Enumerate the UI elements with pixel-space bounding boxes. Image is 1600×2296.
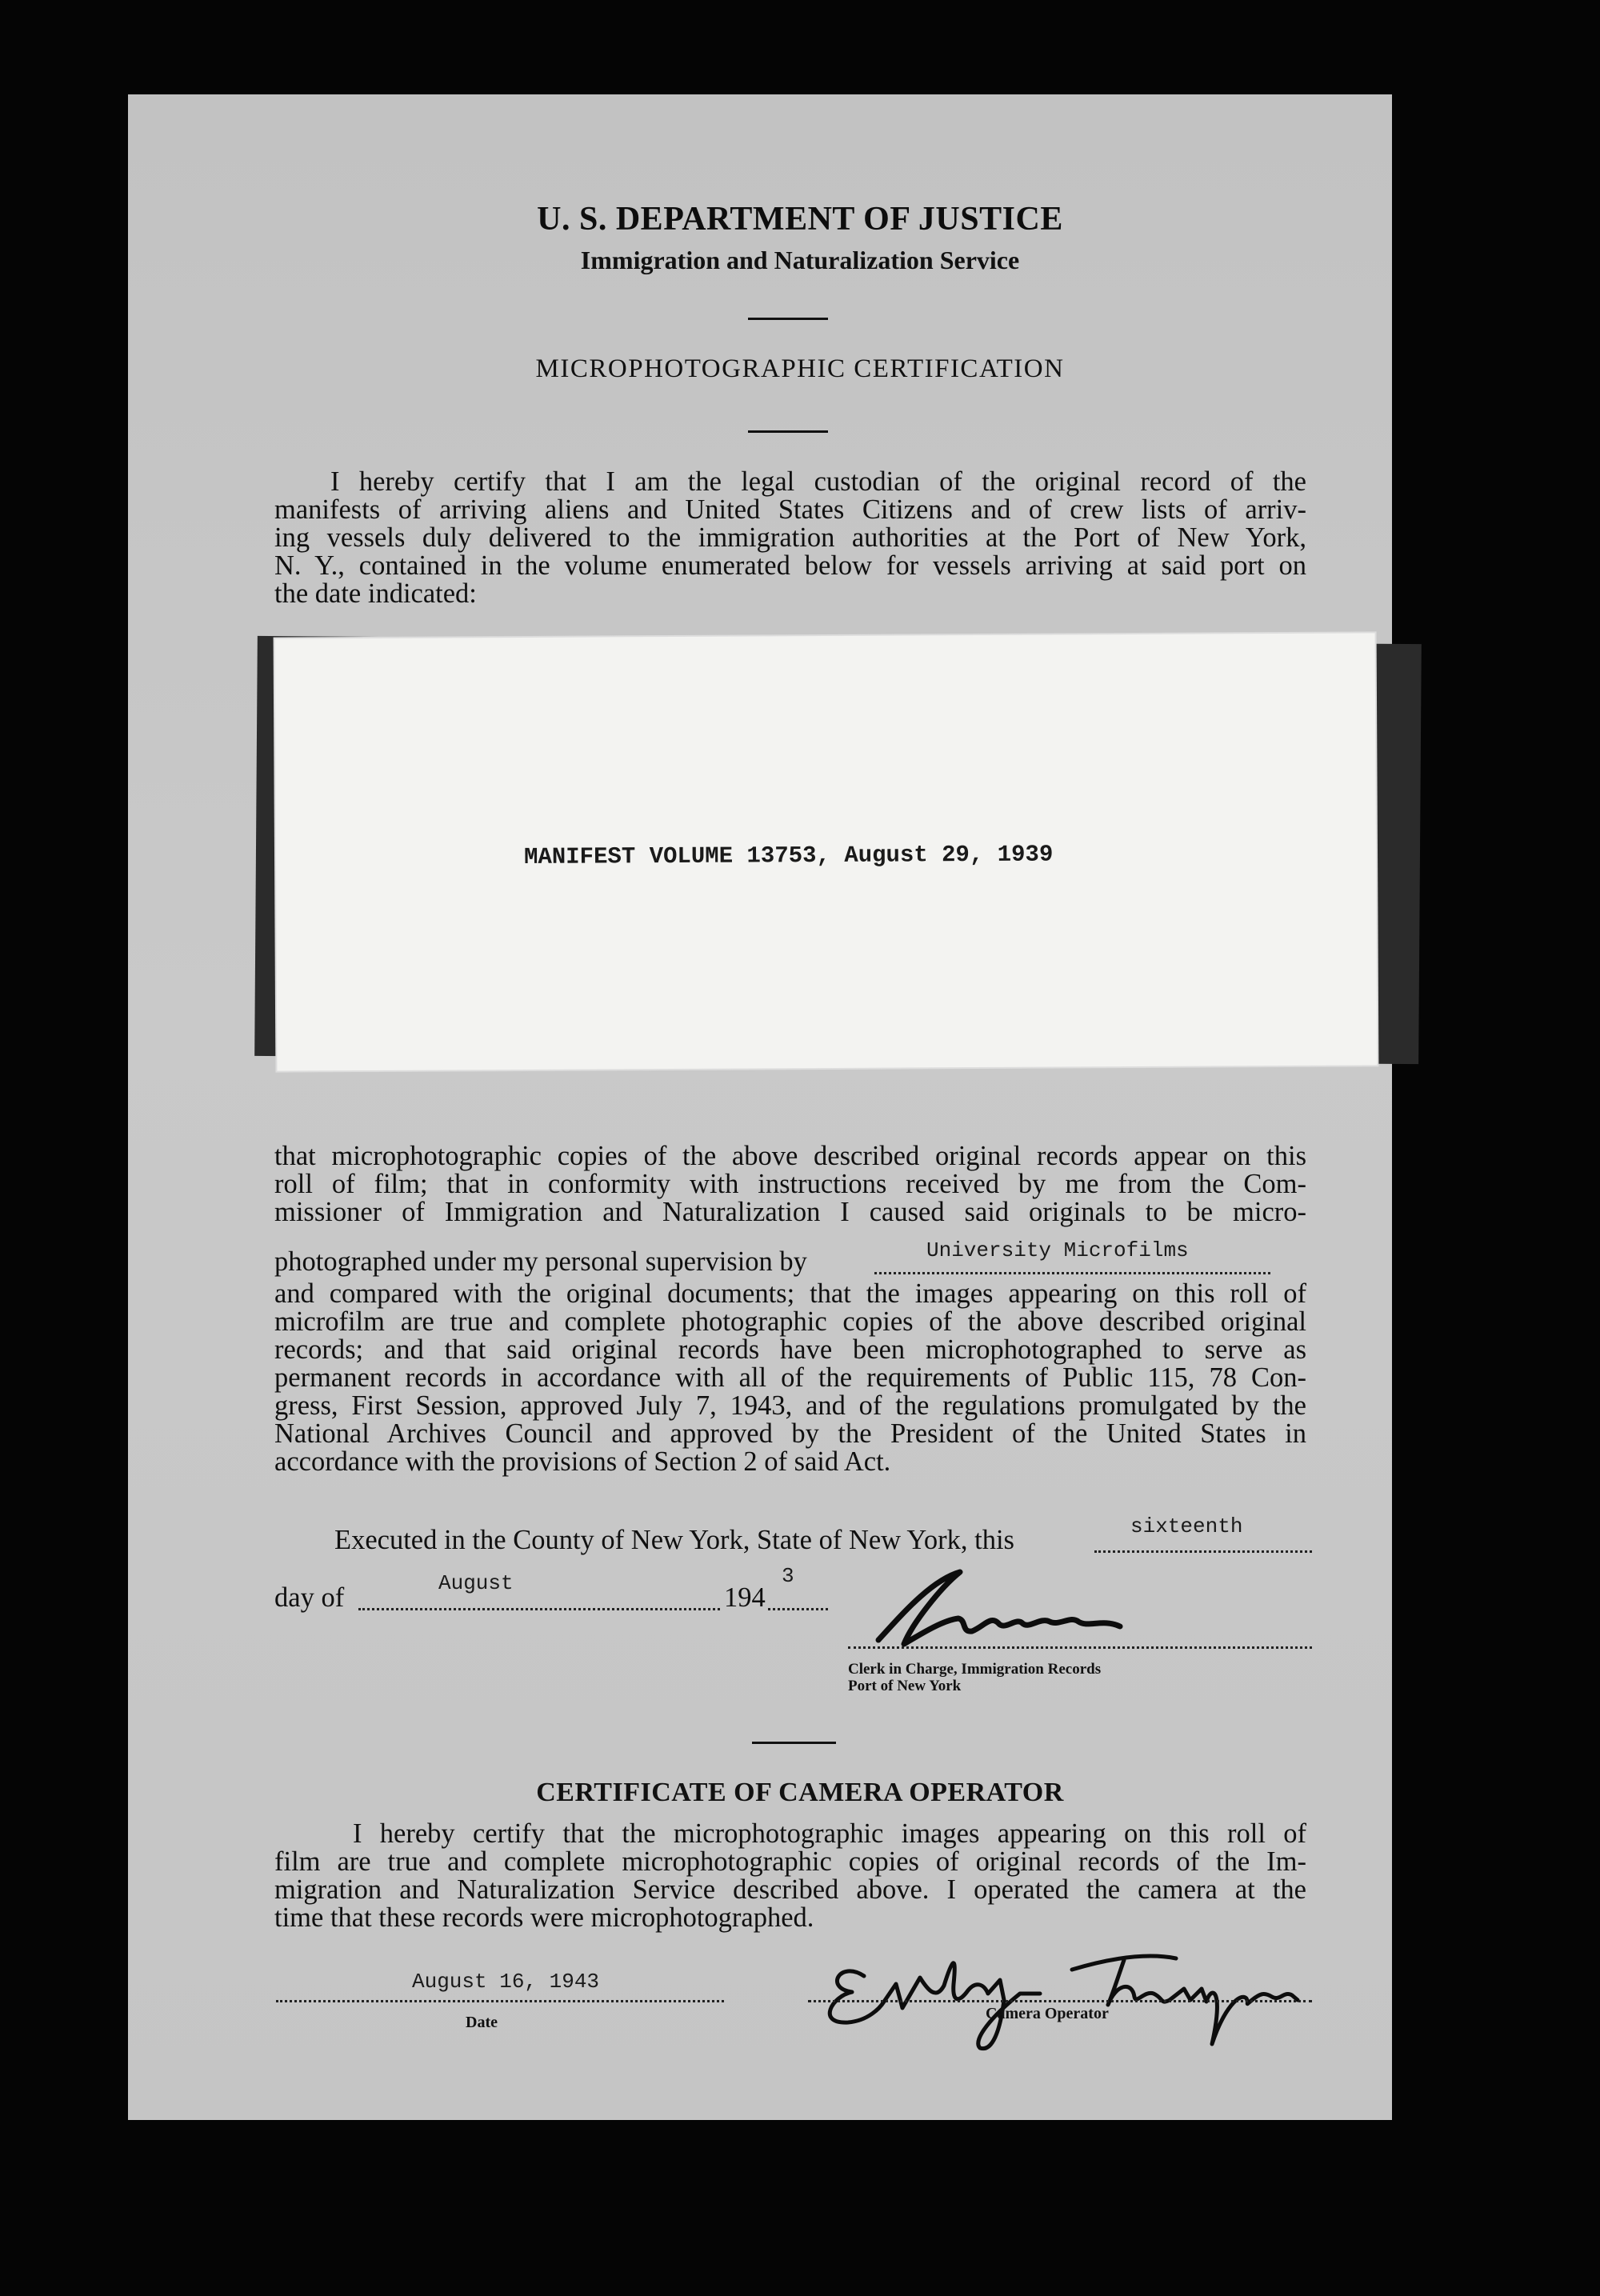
body-line: permanent records in accordance with all of the requirements of Public 115, 78 Con-: [274, 1362, 1306, 1393]
department-heading: U. S. DEPARTMENT OF JUSTICE: [537, 201, 1063, 238]
body-line: that microphotographic copies of the above described original records appear on this: [274, 1141, 1306, 1171]
clerk-title-line-1: Clerk in Charge, Immigration Records: [848, 1661, 1102, 1678]
camera-operator-signature: [808, 1928, 1304, 2056]
body-paragraph: [274, 1142, 1306, 1226]
camera-line: film are true and complete microphotographic copies of original records of the Im-: [274, 1846, 1306, 1877]
camera-line: migration and Naturalization Service described above. I operated the camera at the: [274, 1874, 1306, 1905]
supervision-blank: [874, 1272, 1270, 1274]
year-suffix: 3: [782, 1564, 794, 1588]
executed-day-blank: [1094, 1550, 1312, 1553]
intro-line: N. Y., contained in the volume enumerated below for vessels arriving at said port on: [274, 550, 1306, 581]
intro-line: ing vessels duly delivered to the immigration authorities at the Port of New York,: [274, 522, 1306, 553]
camera-operator-label: Camera Operator: [986, 2005, 1109, 2022]
date-value: August 16, 1943: [412, 1970, 600, 1994]
body-line: roll of film; that in conformity with instructions received by me from the Com-: [274, 1169, 1306, 1199]
executed-day-value: sixteenth: [1130, 1514, 1243, 1538]
month-blank: [358, 1608, 720, 1610]
body-paragraph-continued: [274, 1280, 1306, 1476]
supervision-label: photographed under my personal supervision by: [274, 1246, 807, 1277]
body-line: accordance with the provisions of Section 2 of said Act.: [274, 1446, 891, 1477]
date-blank: [276, 2000, 724, 2002]
service-subheading: Immigration and Naturalization Service: [580, 246, 1020, 274]
clerk-signature-line: [848, 1646, 1312, 1649]
manifest-slip: [275, 633, 1378, 1070]
intro-paragraph: [274, 468, 1306, 608]
clerk-signature: [864, 1564, 1168, 1660]
executed-label: Executed in the County of New York, State of New York, this: [334, 1525, 1014, 1555]
supervision-value: University Microfilms: [926, 1238, 1189, 1262]
manifest-volume-text: MANIFEST VOLUME 13753, August 29, 1939: [523, 841, 1054, 870]
clerk-title-line-2: Port of New York: [848, 1678, 962, 1694]
divider-3: [752, 1742, 836, 1744]
day-of-label: day of: [274, 1582, 345, 1613]
year-prefix: 194: [724, 1582, 766, 1613]
certificate-sheet: [128, 94, 1392, 2120]
body-line: missioner of Immigration and Naturalization I caused said originals to be micro-: [274, 1197, 1306, 1227]
divider-1: [748, 318, 828, 320]
operator-signature-line: [808, 2000, 1312, 2002]
body-line: National Archives Council and approved by the President of the United States in: [274, 1418, 1306, 1449]
intro-line: the date indicated:: [274, 578, 477, 609]
year-blank: [768, 1608, 828, 1610]
camera-line: time that these records were microphotographed.: [274, 1902, 814, 1933]
intro-line: manifests of arriving aliens and United States Citizens and of crew lists of arriv-: [274, 494, 1306, 525]
camera-operator-paragraph: [274, 1820, 1306, 1932]
camera-operator-heading: CERTIFICATE OF CAMERA OPERATOR: [536, 1778, 1064, 1807]
month-value: August: [438, 1571, 514, 1595]
date-label: Date: [466, 2014, 498, 2031]
body-line: gress, First Session, approved July 7, 1943, and of the regulations promulgated by the: [274, 1390, 1306, 1421]
body-line: and compared with the original documents; that the images appearing on this roll of: [274, 1278, 1306, 1309]
body-line: records; and that said original records have been microphotographed to serve as: [274, 1334, 1306, 1365]
intro-line: I hereby certify that I am the legal custodian of the original record of the: [330, 466, 1306, 497]
camera-line: I hereby certify that the microphotographic images appearing on this roll of: [353, 1818, 1306, 1849]
divider-2: [748, 430, 828, 433]
body-line: microfilm are true and complete photographic copies of the above described original: [274, 1306, 1306, 1337]
document-title: MICROPHOTOGRAPHIC CERTIFICATION: [535, 354, 1065, 383]
